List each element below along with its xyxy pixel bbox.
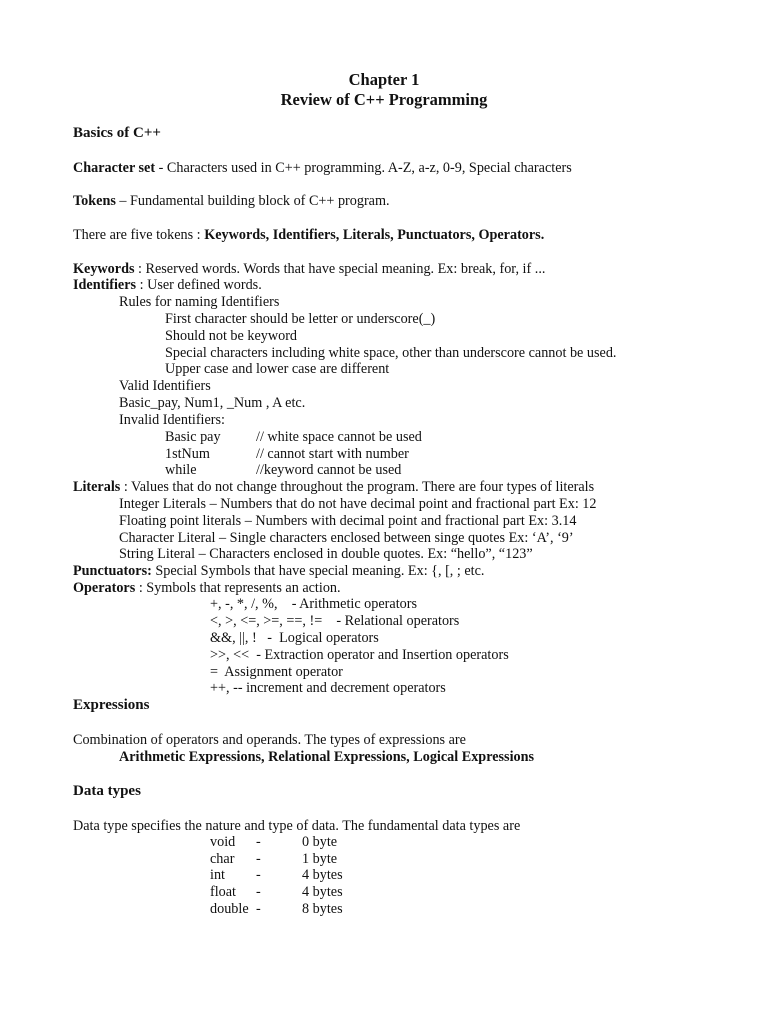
invalid-identifiers-heading: Invalid Identifiers: bbox=[119, 412, 225, 428]
literal-type: Character Literal – Single characters enclosed between singe quotes Ex: ‘A’, ‘9’ bbox=[119, 530, 574, 546]
punctuators-line bbox=[73, 563, 484, 580]
data-type-row bbox=[210, 901, 343, 918]
literal-type: Floating point literals – Numbers with decimal point and fractional part Ex: 3.14 bbox=[119, 513, 577, 529]
expressions-text: Combination of operators and operands. The types of expressions are bbox=[73, 732, 466, 748]
invalid-identifier-reason: // cannot start with number bbox=[256, 446, 409, 462]
data-type-name: double bbox=[210, 901, 249, 917]
invalid-identifier-name: while bbox=[165, 462, 197, 478]
section-heading-basics: Basics of C++ bbox=[73, 125, 161, 141]
literals-text: : Values that do not change throughout the program. There are four types of literals bbox=[120, 479, 595, 495]
section-heading-data-types: Data types bbox=[73, 783, 141, 799]
operator-item: &&, ||, ! - Logical operators bbox=[210, 630, 379, 646]
invalid-identifier-row bbox=[165, 429, 665, 446]
identifier-rules-heading: Rules for naming Identifiers bbox=[119, 294, 280, 310]
data-type-dash: - bbox=[256, 884, 261, 900]
literals-term: Literals bbox=[73, 479, 121, 495]
data-type-name: float bbox=[210, 884, 236, 900]
punctuators-text: Special Symbols that have special meaning. Ex: {, [, ; etc. bbox=[151, 563, 485, 579]
data-type-size: 1 byte bbox=[302, 851, 338, 867]
chapter-title: Chapter 1 bbox=[348, 70, 420, 89]
identifier-rule: Upper case and lower case are different bbox=[165, 361, 390, 377]
data-type-row bbox=[210, 867, 343, 884]
data-type-name: char bbox=[210, 851, 235, 867]
invalid-identifier-name: 1stNum bbox=[165, 446, 210, 462]
data-type-size: 0 byte bbox=[302, 834, 338, 850]
keywords-line bbox=[73, 261, 545, 278]
literal-type: Integer Literals – Numbers that do not have decimal point and fractional part Ex: 12 bbox=[119, 496, 597, 512]
literals-line bbox=[73, 479, 594, 496]
tokens-term: Tokens bbox=[73, 193, 116, 209]
valid-identifiers-examples: Basic_pay, Num1, _Num , A etc. bbox=[119, 395, 306, 411]
data-types-text: Data type specifies the nature and type of data. The fundamental data types are bbox=[73, 818, 521, 834]
operator-item: = Assignment operator bbox=[210, 664, 343, 680]
invalid-identifier-reason: //keyword cannot be used bbox=[256, 462, 402, 478]
operators-text: : Symbols that represents an action. bbox=[135, 580, 341, 596]
chapter-subtitle: Review of C++ Programming bbox=[280, 90, 488, 109]
section-heading-expressions: Expressions bbox=[73, 697, 150, 713]
operator-item: >>, << - Extraction operator and Insertion operators bbox=[210, 647, 509, 663]
tokens-line bbox=[73, 193, 390, 210]
identifiers-line bbox=[73, 277, 262, 294]
invalid-identifier-row bbox=[165, 462, 665, 479]
operators-term: Operators bbox=[73, 580, 136, 596]
data-type-dash: - bbox=[256, 851, 261, 867]
identifier-rule: Should not be keyword bbox=[165, 328, 298, 344]
operator-item: <, >, <=, >=, ==, != - Relational operators bbox=[210, 613, 460, 629]
data-type-size: 8 bytes bbox=[302, 901, 343, 917]
keywords-term: Keywords bbox=[73, 261, 135, 277]
punctuators-term: Punctuators: bbox=[73, 563, 152, 579]
expression-types: Arithmetic Expressions, Relational Expressions, Logical Expressions bbox=[119, 749, 535, 765]
invalid-identifier-reason: // white space cannot be used bbox=[256, 429, 422, 445]
data-type-size: 4 bytes bbox=[302, 884, 343, 900]
character-set-term: Character set bbox=[73, 160, 156, 176]
operator-item: +, -, *, /, %, - Arithmetic operators bbox=[210, 596, 417, 612]
operator-item: ++, -- increment and decrement operators bbox=[210, 680, 446, 696]
invalid-identifier-name: Basic pay bbox=[165, 429, 221, 445]
five-tokens-list: Keywords, Identifiers, Literals, Punctuators, Operators. bbox=[204, 227, 545, 243]
data-type-name: int bbox=[210, 867, 225, 883]
tokens-text: – Fundamental building block of C++ program. bbox=[115, 193, 390, 209]
data-type-size: 4 bytes bbox=[302, 867, 343, 883]
data-type-row bbox=[210, 884, 343, 901]
identifiers-text: : User defined words. bbox=[136, 277, 262, 293]
character-set-line bbox=[73, 160, 572, 177]
invalid-identifier-row bbox=[165, 446, 665, 463]
data-type-row bbox=[210, 834, 338, 851]
data-type-name: void bbox=[210, 834, 236, 850]
five-tokens-text: There are five tokens : bbox=[73, 227, 205, 243]
data-type-dash: - bbox=[256, 867, 261, 883]
character-set-text: - Characters used in C++ programming. A-Z, a-z, 0-9, Special characters bbox=[155, 160, 572, 176]
identifiers-term: Identifiers bbox=[73, 277, 137, 293]
identifier-rule: Special characters including white space, other than underscore cannot be used. bbox=[165, 345, 617, 361]
identifier-rule: First character should be letter or underscore(_) bbox=[165, 311, 436, 327]
data-type-dash: - bbox=[256, 834, 261, 850]
five-tokens-line bbox=[73, 227, 544, 244]
operators-line bbox=[73, 580, 341, 597]
literal-type: String Literal – Characters enclosed in double quotes. Ex: “hello”, “123” bbox=[119, 546, 533, 562]
keywords-text: : Reserved words. Words that have special meaning. Ex: break, for, if ... bbox=[134, 261, 546, 277]
valid-identifiers-heading: Valid Identifiers bbox=[119, 378, 211, 394]
data-type-row bbox=[210, 851, 338, 868]
data-type-dash: - bbox=[256, 901, 261, 917]
